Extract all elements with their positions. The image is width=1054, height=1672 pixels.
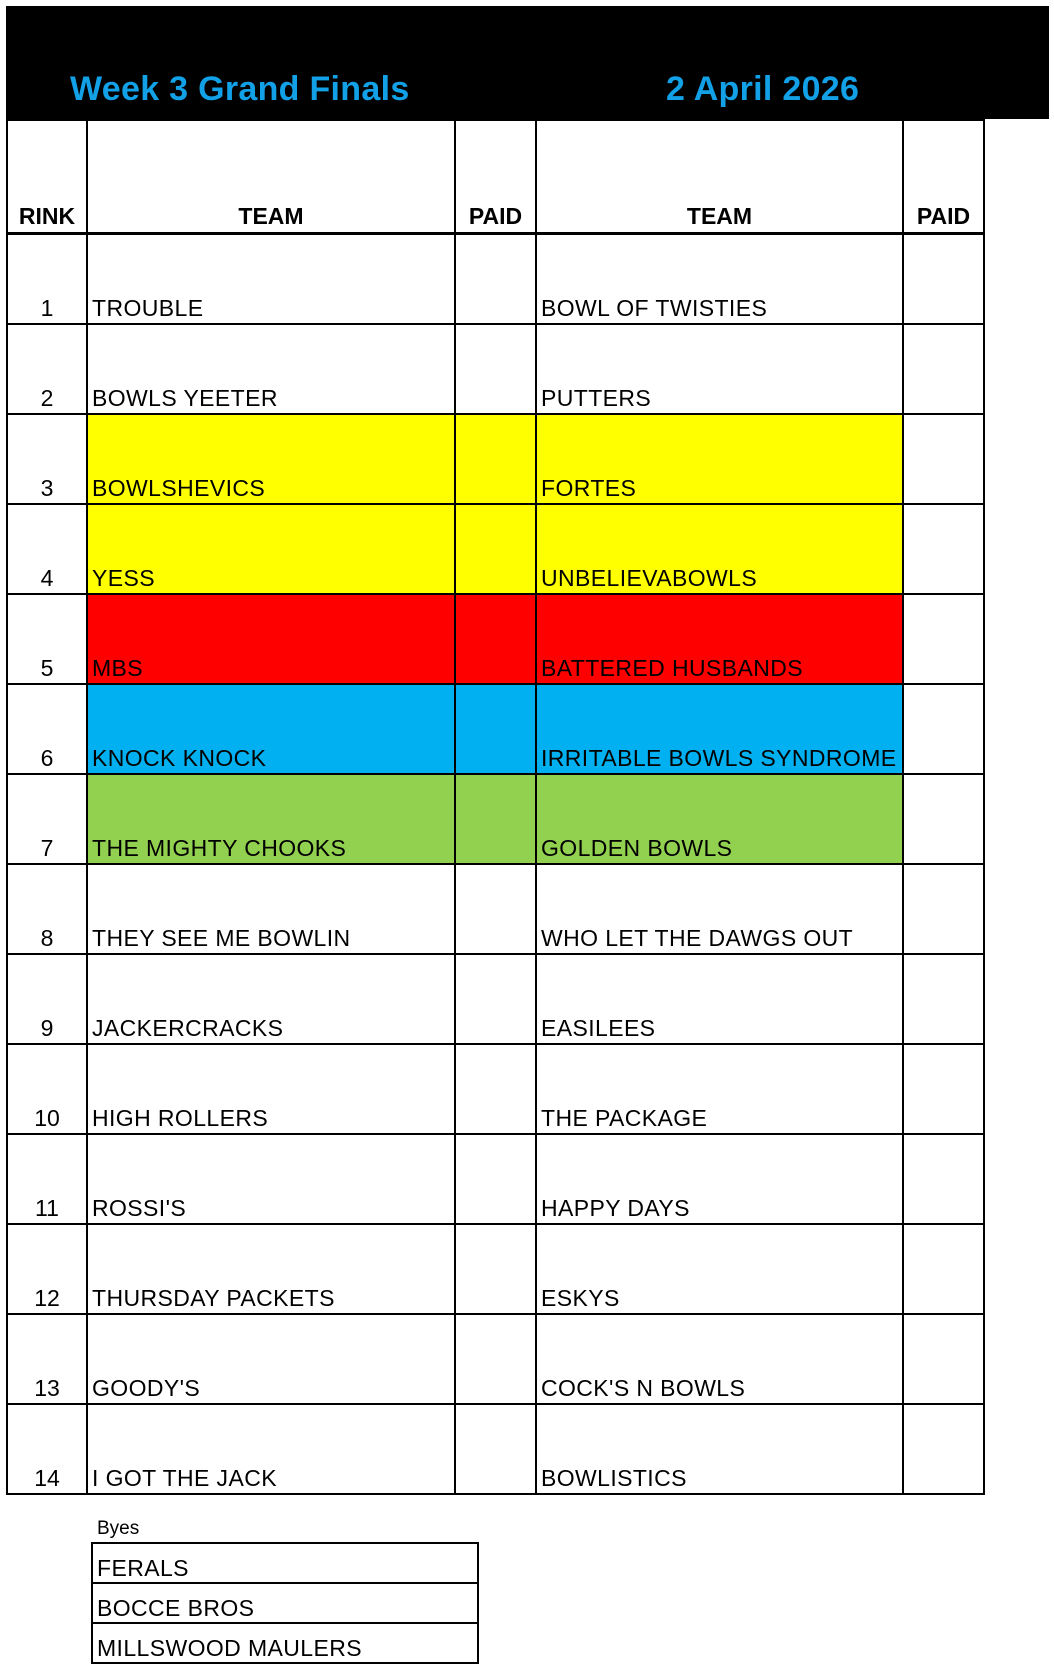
paid-b-cell bbox=[903, 774, 984, 864]
paid-a-cell bbox=[455, 1314, 536, 1404]
rink-number: 10 bbox=[7, 1044, 87, 1134]
team-a-name: MBS bbox=[87, 594, 455, 684]
fixture-row bbox=[7, 324, 984, 414]
paid-a-cell bbox=[455, 234, 536, 325]
rink-number: 14 bbox=[7, 1404, 87, 1494]
bye-row bbox=[92, 1543, 478, 1583]
fixture-row bbox=[7, 1134, 984, 1224]
fixture-row bbox=[7, 414, 984, 504]
paid-a-cell bbox=[455, 684, 536, 774]
team-a-name: BOWLS YEETER bbox=[87, 324, 455, 414]
paid-b-header: PAID bbox=[903, 120, 984, 234]
team-b-header: TEAM bbox=[536, 120, 903, 234]
team-a-name: HIGH ROLLERS bbox=[87, 1044, 455, 1134]
paid-a-cell bbox=[455, 414, 536, 504]
fixture-row bbox=[7, 774, 984, 864]
rink-number: 6 bbox=[7, 684, 87, 774]
team-a-name: JACKERCRACKS bbox=[87, 954, 455, 1044]
byes-table bbox=[91, 1542, 479, 1664]
paid-b-cell bbox=[903, 414, 984, 504]
team-b-name: THE PACKAGE bbox=[536, 1044, 903, 1134]
team-b-name: BOWL OF TWISTIES bbox=[536, 234, 903, 325]
paid-a-cell bbox=[455, 504, 536, 594]
bye-row bbox=[92, 1583, 478, 1623]
paid-a-cell bbox=[455, 1404, 536, 1494]
paid-a-cell bbox=[455, 1044, 536, 1134]
rink-number: 9 bbox=[7, 954, 87, 1044]
rink-fixture-table bbox=[6, 119, 985, 1495]
bye-team: BOCCE BROS bbox=[92, 1583, 478, 1623]
paid-a-header: PAID bbox=[455, 120, 536, 234]
fixture-row bbox=[7, 504, 984, 594]
team-a-name: GOODY'S bbox=[87, 1314, 455, 1404]
rink-number: 11 bbox=[7, 1134, 87, 1224]
paid-a-cell bbox=[455, 1224, 536, 1314]
paid-b-cell bbox=[903, 1404, 984, 1494]
paid-b-cell bbox=[903, 594, 984, 684]
fixture-row bbox=[7, 1404, 984, 1494]
team-a-name: ROSSI'S bbox=[87, 1134, 455, 1224]
fixture-row bbox=[7, 954, 984, 1044]
team-a-name: YESS bbox=[87, 504, 455, 594]
paid-b-cell bbox=[903, 324, 984, 414]
bye-team: FERALS bbox=[92, 1543, 478, 1583]
rink-number: 8 bbox=[7, 864, 87, 954]
fixture-row bbox=[7, 684, 984, 774]
fixture-row bbox=[7, 864, 984, 954]
byes-label: Byes bbox=[97, 1518, 140, 1539]
team-a-name: THEY SEE ME BOWLIN bbox=[87, 864, 455, 954]
team-b-name: HAPPY DAYS bbox=[536, 1134, 903, 1224]
fixture-row bbox=[7, 234, 984, 325]
rink-number: 5 bbox=[7, 594, 87, 684]
rink-number: 1 bbox=[7, 234, 87, 325]
paid-a-cell bbox=[455, 324, 536, 414]
team-b-name: GOLDEN BOWLS bbox=[536, 774, 903, 864]
team-b-name: PUTTERS bbox=[536, 324, 903, 414]
rink-number: 7 bbox=[7, 774, 87, 864]
team-a-name: I GOT THE JACK bbox=[87, 1404, 455, 1494]
team-a-name: BOWLSHEVICS bbox=[87, 414, 455, 504]
team-a-name: TROUBLE bbox=[87, 234, 455, 325]
team-b-name: IRRITABLE BOWLS SYNDROME bbox=[536, 684, 903, 774]
team-b-name: BATTERED HUSBANDS bbox=[536, 594, 903, 684]
rink-number: 3 bbox=[7, 414, 87, 504]
rink-number: 12 bbox=[7, 1224, 87, 1314]
team-b-name: COCK'S N BOWLS bbox=[536, 1314, 903, 1404]
paid-b-cell bbox=[903, 954, 984, 1044]
paid-b-cell bbox=[903, 864, 984, 954]
paid-a-cell bbox=[455, 594, 536, 684]
rink-number: 13 bbox=[7, 1314, 87, 1404]
paid-a-cell bbox=[455, 774, 536, 864]
rink-number: 4 bbox=[7, 504, 87, 594]
header-row bbox=[7, 120, 984, 234]
team-b-name: FORTES bbox=[536, 414, 903, 504]
fixture-row bbox=[7, 594, 984, 684]
page-title: Week 3 Grand Finals bbox=[70, 70, 410, 108]
team-a-name: THE MIGHTY CHOOKS bbox=[87, 774, 455, 864]
team-b-name: BOWLISTICS bbox=[536, 1404, 903, 1494]
team-a-name: KNOCK KNOCK bbox=[87, 684, 455, 774]
title-bar bbox=[6, 6, 1049, 119]
team-b-name: UNBELIEVABOWLS bbox=[536, 504, 903, 594]
team-b-name: EASILEES bbox=[536, 954, 903, 1044]
paid-b-cell bbox=[903, 1314, 984, 1404]
team-a-header: TEAM bbox=[87, 120, 455, 234]
paid-b-cell bbox=[903, 504, 984, 594]
team-b-name: WHO LET THE DAWGS OUT bbox=[536, 864, 903, 954]
paid-b-cell bbox=[903, 1224, 984, 1314]
bye-row bbox=[92, 1623, 478, 1663]
event-date: 2 April 2026 bbox=[666, 70, 860, 108]
paid-b-cell bbox=[903, 1134, 984, 1224]
paid-a-cell bbox=[455, 954, 536, 1044]
team-a-name: THURSDAY PACKETS bbox=[87, 1224, 455, 1314]
paid-b-cell bbox=[903, 684, 984, 774]
rink-header: RINK bbox=[7, 120, 87, 234]
fixture-row bbox=[7, 1314, 984, 1404]
bye-team: MILLSWOOD MAULERS bbox=[92, 1623, 478, 1663]
fixture-row bbox=[7, 1044, 984, 1134]
paid-b-cell bbox=[903, 234, 984, 325]
rink-number: 2 bbox=[7, 324, 87, 414]
paid-a-cell bbox=[455, 1134, 536, 1224]
team-b-name: ESKYS bbox=[536, 1224, 903, 1314]
paid-a-cell bbox=[455, 864, 536, 954]
fixture-rows bbox=[7, 234, 984, 1495]
paid-b-cell bbox=[903, 1044, 984, 1134]
fixture-row bbox=[7, 1224, 984, 1314]
